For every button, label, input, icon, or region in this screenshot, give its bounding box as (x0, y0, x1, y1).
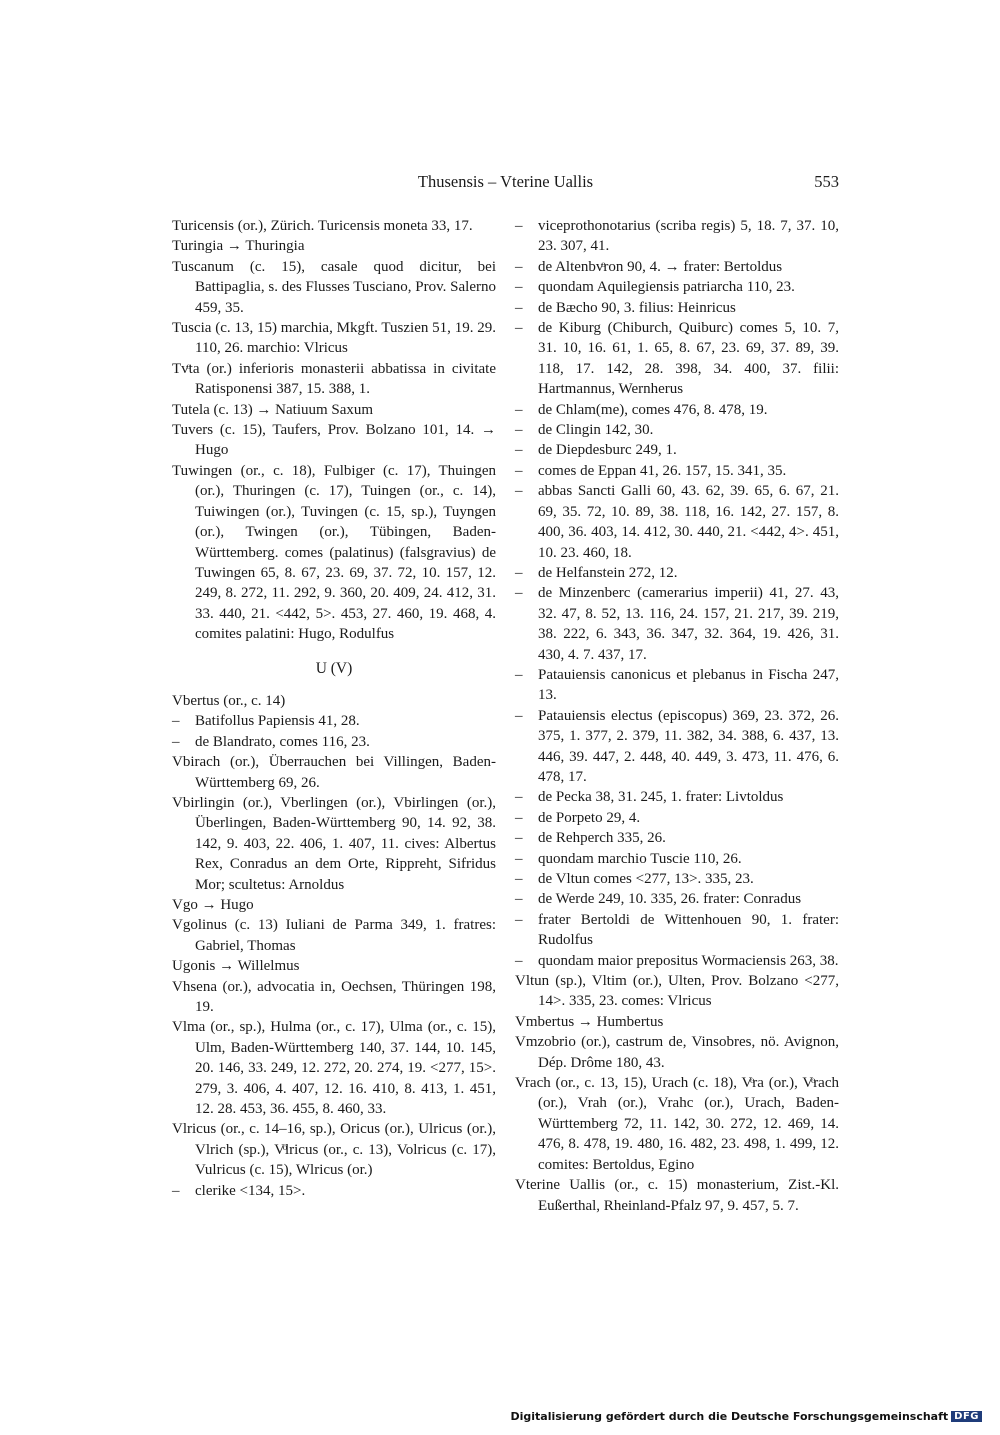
index-entry: Tuscanum (c. 15), casale quod dicitur, bei Battipaglia, s. des Flusses Tusciano, Prov. Salerno 459, 35. (172, 258, 496, 316)
index-subentry (515, 563, 839, 583)
subentry-dash: – (515, 891, 523, 908)
subentry-dash: – (515, 707, 523, 724)
subentry-text: quondam marchio Tuscie 110, 26. (538, 850, 742, 867)
subentry-dash: – (515, 871, 523, 887)
subentry-dash: – (515, 258, 523, 275)
subentry-dash: – (515, 218, 523, 234)
index-entry: Tuscia (c. 13, 15) marchia, Mkgft. Tuszien 51, 19. 29. 110, 26. marchio: Vlricus (172, 320, 496, 357)
footer-text: Digitalisierung gefördert durch die Deutsche Forschungsgemeinschaft (510, 1410, 949, 1423)
subentry-text: de Helfanstein 272, 12. (538, 564, 678, 581)
index-entry: Vltun (sp.), Vltim (or.), Ulten, Prov. Bolzano <277, 14>. 335, 23. comes: Vlricus (515, 973, 839, 1010)
index-subentry (515, 787, 839, 807)
index-subentry (515, 216, 839, 257)
index-subentry (515, 889, 839, 909)
index-entry: Vlricus (or., c. 14–16, sp.), Oricus (or.), Ulricus (or.), Vlrich (sp.), Vͦlricus (or., c. 13), Volricus (c. 17), Vulricus (c. 15), Wlricus (or.) (172, 1121, 496, 1179)
index-subentry (515, 420, 839, 440)
left-entries-after (172, 691, 496, 1201)
subentry-text: de Diepdesburc 249, 1. (538, 442, 677, 459)
subentry-dash: – (515, 911, 523, 928)
right-column (515, 216, 839, 1216)
index-entry: Vrach (or., c. 13, 15), Urach (c. 18), Vͦra (or.), Vͦrach (or.), Vrah (or.), Vrahc (or.), Urach, Baden-Württemberg 72, 11. 142, 30. 272, 12. 469, 14. 476, 8. 478, 19. 480, 16. 482, 23. 498, 1. 499, 12. comites: Bertoldus, Egino (515, 1075, 839, 1173)
index-subentry (515, 808, 839, 828)
index-subentry (515, 461, 839, 481)
index-entry: Vbirach (or.), Überrauchen bei Villingen, Baden-Württemberg 69, 26. (172, 754, 496, 791)
index-entry: Vlma (or., sp.), Hulma (or., c. 17), Ulma (or., c. 15), Ulm, Baden-Württemberg 140, 37. 144, 10. 145, 20. 146, 33. 249, 12. 272, 20. 274, 19. <277, 15>. 279, 3. 406, 4. 407, 12. 16. 410, 8. 413, 1. 451, 12. 28. 453, 36. 455, 8. 460, 33. (172, 1019, 496, 1118)
subentry-dash: – (515, 442, 523, 459)
index-subentry (172, 732, 496, 752)
index-entry: Turingia → Thuringia (172, 238, 305, 255)
index-entry: Ugonis → Willelmus (172, 958, 300, 975)
subentry-dash: – (515, 299, 523, 316)
subentry-text: Batifollus Papiensis 41, 28. (195, 713, 360, 730)
subentry-dash: – (515, 789, 523, 806)
subentry-text: frater Bertoldi de Wittenhouen 90, 1. frater: Rudolfus (538, 911, 839, 949)
index-subentry (515, 481, 839, 563)
index-subentry (515, 583, 839, 665)
subentry-text: clerike <134, 15>. (195, 1182, 306, 1199)
index-subentry (515, 665, 839, 706)
index-entry: Tuwingen (or., c. 18), Fulbiger (c. 17), Thuingen (or.), Thuringen (c. 17), Tuingen (or., c. 14), Tuiwingen (or.), Tuvingen (c. 15, sp.), Tuyngen (or.), Twingen (or.), Tübingen, Baden-Württemberg. comes (palatinus) (falsgravius) de Tuwingen 65, 8. 67, 23. 69, 37. 72, 10. 157, 12. 249, 8. 272, 11. 292, 9. 360, 20. 409, 24. 412, 31. 33. 440, 21. <442, 5>. 453, 27. 460, 19. 468, 4. comites palatini: Hugo, Rodulfus (172, 462, 496, 643)
subentry-text: de Chlam(me), comes 476, 8. 478, 19. (538, 401, 768, 418)
index-entry: Vgo → Hugo (172, 897, 254, 913)
subentry-text: comes de Eppan 41, 26. 157, 15. 341, 35. (538, 462, 787, 479)
page-header (172, 172, 839, 196)
left-entries-before (172, 216, 496, 645)
subentry-text: de Pecka 38, 31. 245, 1. frater: Livtoldus (538, 789, 784, 806)
subentry-dash: – (172, 1182, 180, 1199)
subentry-dash: – (515, 564, 523, 581)
subentry-dash: – (515, 830, 523, 847)
footer (510, 1410, 982, 1423)
subentry-dash: – (515, 666, 523, 683)
subentry-dash: – (515, 462, 523, 479)
right-entries (515, 216, 839, 1216)
index-entry: Tvͦta (or.) inferioris monasterii abbatissa in civitate Ratisponensi 387, 15. 388, 1. (172, 360, 496, 398)
subentry-dash: – (515, 320, 523, 337)
subentry-text: viceprothonotarius (scriba regis) 5, 18. 7, 37. 10, 23. 307, 41. (538, 218, 839, 255)
index-entry: Vmzobrio (or.), castrum de, Vinsobres, nö. Avignon, Dép. Drôme 180, 43. (515, 1034, 839, 1071)
subentry-text: quondam maior prepositus Wormaciensis 263, 38. (538, 952, 839, 969)
dfg-logo: DFG (951, 1411, 982, 1422)
subentry-dash: – (515, 952, 523, 969)
subentry-text: Patauiensis electus (episcopus) 369, 23. 372, 26. 375, 1. 377, 2. 379, 11. 382, 34. 388, 6. 437, 13. 446, 39. 447, 2. 448, 40. 449, 3. 473, 11. 476, 6. 478, 17. (538, 707, 839, 785)
section-heading: U (V) (315, 659, 353, 677)
index-subentry (515, 951, 839, 971)
left-column (172, 216, 496, 1201)
index-subentry (172, 1181, 496, 1201)
index-entry: Vhsena (or.), advocatia in, Oechsen, Thüringen 198, 19. (172, 978, 496, 1016)
index-subentry (515, 400, 839, 420)
subentry-text: de Kiburg (Chiburch, Quiburc) comes 5, 10. 7, 31. 10, 16. 61, 1. 65, 8. 67, 23. 69, 37. 89, 39. 118, 17. 142, 28. 398, 34. 400, 37. filii: Hartmannus, Wernherus (538, 320, 839, 398)
index-subentry (515, 277, 839, 297)
index-entry: Vterine Uallis (or., c. 15) monasterium, Zist.-Kl. Eußerthal, Rheinland-Pfalz 97, 9. 457, 5. 7. (515, 1177, 839, 1214)
subentry-dash: – (515, 585, 523, 602)
index-entry: Turicensis (or.), Zürich. Turicensis moneta 33, 17. (172, 218, 473, 234)
index-entry: Vmbertus → Humbertus (515, 1013, 664, 1030)
page-number: 553 (814, 172, 839, 191)
index-subentry (515, 849, 839, 869)
subentry-dash: – (515, 809, 523, 826)
index-subentry (515, 318, 839, 400)
index-subentry (515, 869, 839, 889)
subentry-text: de Rehperch 335, 26. (538, 830, 666, 847)
index-subentry (172, 711, 496, 731)
subentry-text: Patauiensis canonicus et plebanus in Fischa 247, 13. (538, 666, 839, 704)
subentry-dash: – (515, 422, 523, 439)
subentry-text: quondam Aquilegiensis patriarcha 110, 23. (538, 279, 795, 296)
index-entry: Vbertus (or., c. 14) (172, 692, 286, 709)
index-entry: Vgolinus (c. 13) Iuliani de Parma 349, 1. fratres: Gabriel, Thomas (172, 917, 496, 954)
subentry-text: de Bæcho 90, 3. filius: Heinricus (538, 299, 736, 316)
index-entry: Vbirlingin (or.), Vberlingen (or.), Vbirlingen (or.), Überlingen, Baden-Württemberg 90, 14. 92, 38. 142, 9. 403, 22. 406, 1. 407, 11. cives: Albertus Rex, Conradus an dem Orte, Rippreht, Sifridus Mor; scultetus: Arnoldus (172, 794, 496, 893)
running-title: Thusensis – Vterine Uallis (417, 172, 594, 191)
index-subentry (515, 910, 839, 951)
subentry-text: de Blandrato, comes 116, 23. (195, 733, 370, 750)
index-subentry (515, 298, 839, 318)
subentry-text: de Vltun comes <277, 13>. 335, 23. (538, 871, 754, 887)
subentry-dash: – (515, 483, 523, 500)
subentry-text: de Werde 249, 10. 335, 26. frater: Conradus (538, 891, 802, 908)
subentry-text: de Porpeto 29, 4. (538, 809, 641, 826)
index-subentry (515, 257, 839, 277)
subentry-dash: – (172, 713, 180, 730)
index-entry: Tuvers (c. 15), Taufers, Prov. Bolzano 101, 14. → Hugo (172, 422, 496, 459)
subentry-dash: – (515, 850, 523, 867)
subentry-dash: – (515, 279, 523, 296)
subentry-text: de Altenbvͦron 90, 4. → frater: Bertoldus (538, 258, 783, 275)
subentry-text: de Minzenberc (camerarius imperii) 41, 27. 43, 32. 47, 8. 52, 13. 116, 24. 157, 21. 217, 39. 219, 38. 222, 6. 343, 36. 347, 32. 364, 19. 426, 31. 430, 4. 7. 437, 17. (538, 585, 839, 663)
index-entry: Tutela (c. 13) → Natiuum Saxum (172, 401, 374, 418)
index-subentry (515, 706, 839, 788)
subentry-dash: – (515, 401, 523, 418)
index-subentry (515, 440, 839, 460)
subentry-text: de Clingin 142, 30. (538, 422, 654, 439)
subentry-dash: – (172, 733, 180, 750)
index-subentry (515, 828, 839, 848)
subentry-text: abbas Sancti Galli 60, 43. 62, 39. 65, 6. 67, 21. 69, 35. 72, 10. 89, 38. 118, 16. 142, 27. 157, 8. 400, 36. 403, 14. 412, 30. 440, 21. <442, 4>. 451, 10. 23. 460, 18. (538, 483, 839, 561)
